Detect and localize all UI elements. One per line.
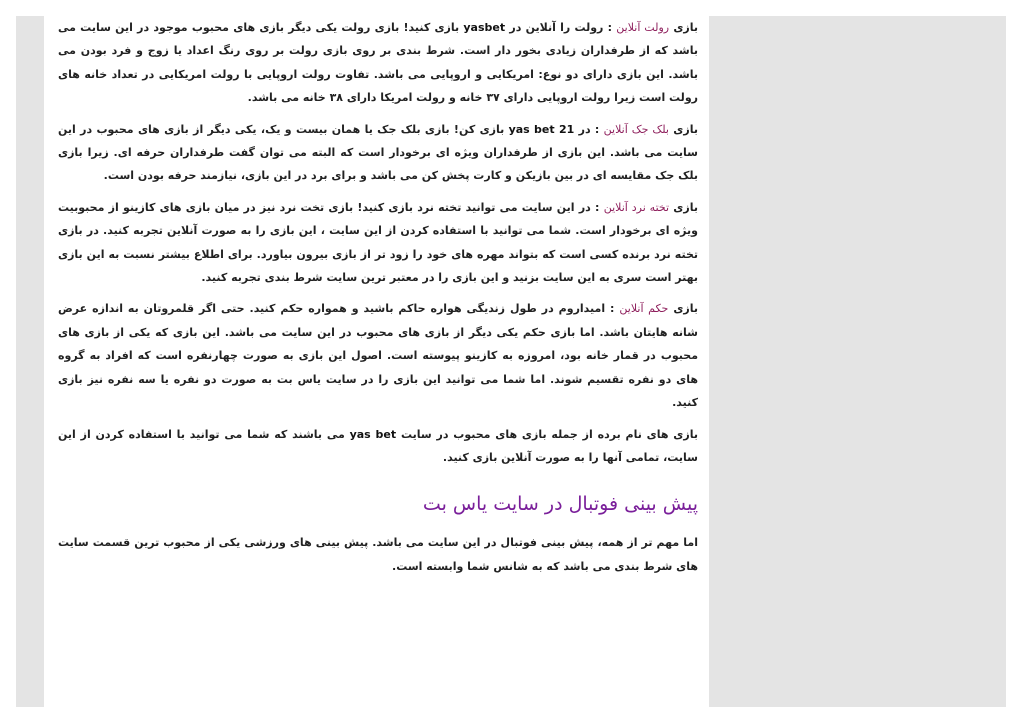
paragraph-football: اما مهم تر از همه، پیش بینی فوتبال در این سایت می باشد. پیش بینی های ورزشی یکی از محبوب ترین قسمت سایت های شرط بندی می باشد که به شانس شما وابسته است.	[58, 536, 698, 573]
brand-name: yas bet	[349, 427, 397, 441]
paragraph-text: : در این سایت می توانید تخته نرد بازی کنید! بازی تخت نرد نیز در میان بازی های کازینو از محبوبیت ویژه ای برخودار است. شما می توانید با استفاده کردن از این سایت ، این بازی را به صورت آنلاین تجربه کنید. در بازی تخته نرد برنده کسی است که بتواند مهره های خود را زود تر از بازی بیرون بیاورد. برای اطلاع بیشتر نسبت به این بازی بهتر است سری به این سایت بزنید و این بازی را در معتبر ترین سایت شرط بندی تجربه کنید.	[58, 200, 698, 285]
paragraph-text: بازی	[669, 21, 699, 34]
paragraph-text: : رولت را آنلاین در	[505, 21, 617, 34]
paragraph-text: بازی	[668, 302, 698, 316]
brand-name: yasbet	[463, 21, 506, 34]
paragraph-text: بازی کنید! بازی رولت یکی دیگر بازی های محبوب موجود در این سایت می باشد که از طرفداران زیادی بخور دار است. شرط بندی بر روی بازی رولت بر روی رنگ اعداد یا زوج و فرد بودن می باشد. این بازی دارای دو نوع: امریکایی و اروپایی می باشد. تفاوت رولت اروپایی با رولت امریکایی در تعداد خانه های رولت است زیرا رولت اروپایی دارای ۳۷ خانه و رولت امریکا دارای ۳۸ خانه می باشد.	[58, 21, 698, 105]
hokm-link[interactable]: حکم آنلاین	[619, 302, 669, 316]
paragraph-summary	[58, 423, 698, 470]
paragraph-blackjack	[58, 118, 698, 188]
roulette-link[interactable]: رولت آنلاین	[616, 21, 670, 34]
paragraph-roulette	[58, 16, 698, 110]
section-heading: پیش بینی فوتبال در سایت یاس بت	[422, 493, 698, 516]
paragraph-text: بازی کن! بازی بلک جک یا همان بیست و یک، یکی دیگر از بازی های محبوب در این سایت می باشد. این بازی از طرفداران ویژه ای برخودار است که البته می توان گفت طرفداران حرفه ای. زیرا بازی بلک جک مقایسه ای در بین بازیکن و کارت پخش کن می باشد و برای برد در این بازی، نیازمند حرفه بودن است.	[58, 122, 698, 183]
paragraph-text: بازی	[668, 122, 698, 136]
article-body	[58, 16, 698, 586]
paragraph-text: می باشند که شما می توانید با استفاده کردن از این سایت، تمامی آنها را به صورت آنلاین بازی کنید.	[58, 427, 698, 464]
paragraph-text: : امیداروم در طول زندیگی هواره حاکم باشید و همواره حکم کنید. حتی اگر قلمروتان به اندازه عرض شانه هایتان باشد. اما بازی حکم یکی دیگر از بازی های محبوب در این سایت می باشد. این بازی که یکی از بازی های محبوب در قمار خانه بود، امروزه به کازینو پیوسته است. اصول این بازی به صورت چهارنفره است که افراد به گروه های دو نفره تقسیم شوند. اما شما می توانید این بازی را در سایت یاس بت به صورت دو نفره یا سه نفره نیز بازی کنید.	[58, 302, 698, 410]
backgammon-link[interactable]: تخته نرد آنلاین	[603, 200, 670, 214]
brand-name: yas bet 21	[508, 122, 575, 136]
paragraph-backgammon	[58, 196, 698, 290]
paragraph-text: : در	[574, 122, 604, 136]
blackjack-link[interactable]: بلک جک آنلاین	[603, 122, 669, 136]
paragraph-hokm	[58, 297, 698, 414]
paragraph-text: بازی های نام برده از جمله بازی های محبوب در سایت	[396, 427, 698, 441]
paragraph-text: بازی	[669, 200, 698, 214]
